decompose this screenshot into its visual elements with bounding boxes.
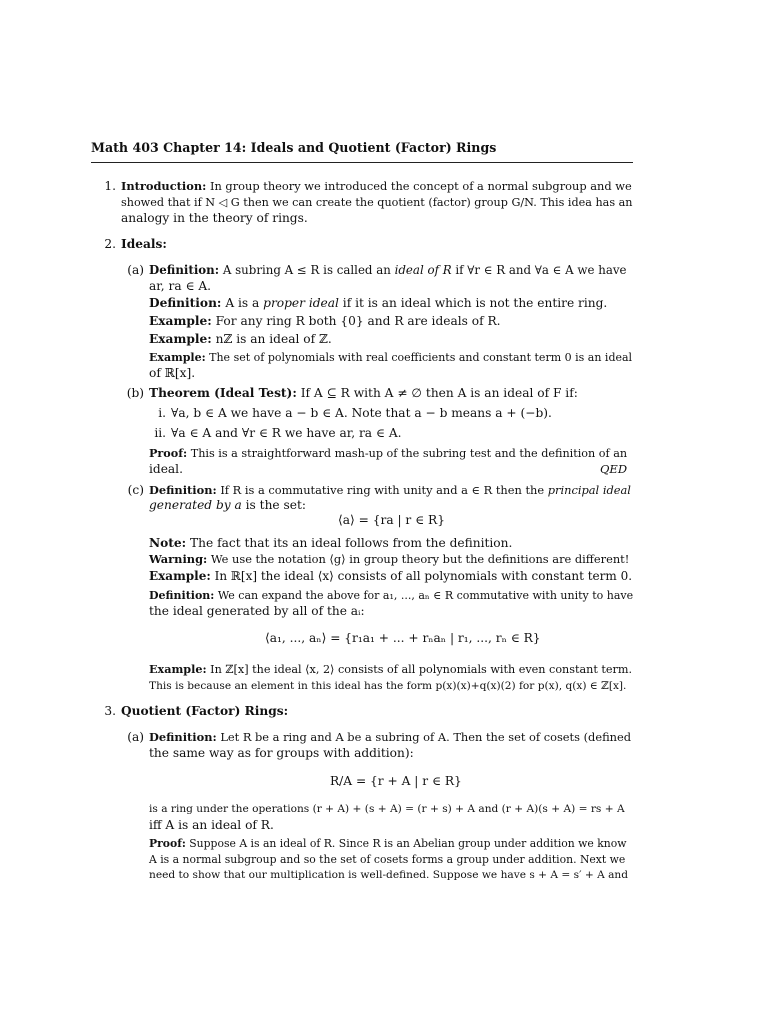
- section-1-text-1: In group theory we introduced the concept of a normal subgroup and we: [209, 179, 632, 193]
- section-1-heading: Introduction:: [121, 179, 207, 193]
- proof-text: This is a straightforward mash-up of the subring test and the definition of an: [190, 447, 628, 460]
- example-heading: Example:: [149, 662, 207, 676]
- item-2a-definition-line-1: [149, 262, 627, 280]
- example-text: For any ring R both {0} and R are ideals of R.: [215, 314, 501, 328]
- item-2c-definition-line-2: [149, 497, 306, 515]
- defined-term: proper ideal: [263, 296, 339, 310]
- definition-text: if ∀r ∈ R and ∀a ∈ A we have: [455, 263, 627, 277]
- definition-heading: Definition:: [149, 589, 215, 602]
- warning-heading: Warning:: [149, 552, 208, 566]
- item-2c-definition-2-line-2: the ideal generated by all of the aᵢ:: [149, 604, 365, 618]
- proof-heading: Proof:: [149, 446, 188, 460]
- defined-term: generated by a: [149, 498, 242, 512]
- example-heading: Example:: [149, 314, 212, 328]
- proof-text: Suppose A is an ideal of R. Since R is an Abelian group under addition we know: [189, 837, 627, 850]
- condition-i-label: i.: [158, 406, 166, 420]
- definition-text: Let R be a ring and A be a subring of A. Then the set of cosets (defined: [220, 730, 632, 744]
- condition-ii-text: ∀a ∈ A and ∀r ∈ R we have ar, ra ∈ A.: [171, 426, 402, 440]
- definition-text: if it is an ideal which is not the entire ring.: [342, 296, 608, 310]
- item-2b-proof-line-2: ideal.: [149, 462, 183, 476]
- note-heading: Note:: [149, 536, 187, 550]
- condition-i-text: ∀a, b ∈ A we have a − b ∈ A. Note that a − b means a + (−b).: [171, 406, 552, 420]
- item-2a-label: (a): [127, 263, 144, 277]
- section-3-heading: Quotient (Factor) Rings:: [121, 704, 289, 718]
- example-heading: Example:: [149, 569, 211, 583]
- title-rule: [91, 162, 633, 163]
- qed-mark: QED: [600, 462, 628, 476]
- definition-text: is the set:: [245, 498, 306, 512]
- definition-text: A is a: [225, 296, 260, 310]
- section-1-line-2: showed that if N ◁ G then we can create the quotient (factor) group G/N. This idea has an: [121, 196, 633, 209]
- definition-heading: Definition:: [149, 483, 217, 497]
- theorem-heading: Theorem (Ideal Test):: [149, 386, 297, 400]
- section-2-number: 2.: [104, 237, 116, 251]
- defined-term: ideal of R: [394, 263, 452, 277]
- note-text: The fact that its an ideal follows from the definition.: [190, 536, 513, 550]
- item-2c-note: [149, 535, 512, 553]
- example-heading: Example:: [149, 351, 206, 364]
- definition-heading: Definition:: [149, 730, 217, 744]
- item-2b-theorem: [149, 385, 578, 403]
- item-2a-definition-line-2: ar, ra ∈ A.: [149, 279, 212, 293]
- item-2c-label: (c): [127, 483, 144, 497]
- item-2c-example-2-line-2: This is because an element in this ideal has the form p(x)(x)+q(x)(2) for p(x), q(x) ∈ ℤ[x].: [149, 680, 627, 692]
- item-3a-label: (a): [127, 730, 144, 744]
- page-title: Math 403 Chapter 14: Ideals and Quotient (Factor) Rings: [91, 140, 497, 155]
- item-3a-line-3: is a ring under the operations (r + A) + (s + A) = (r + s) + A and (r + A)(s + A) = rs + A: [149, 803, 625, 815]
- item-2c-definition-2-line-1: [149, 587, 633, 605]
- item-2a-example-1: [149, 313, 501, 331]
- item-2a-example-3-line-2: of ℝ[x].: [149, 366, 196, 380]
- item-2b-proof-line-1: [149, 445, 627, 463]
- definition-heading: Definition:: [149, 296, 222, 310]
- section-1-line-1: [121, 178, 632, 196]
- proof-heading: Proof:: [149, 837, 186, 850]
- quotient-ring-equation: R/A = {r + A | r ∈ R}: [330, 774, 462, 788]
- definition-text: We can expand the above for a₁, ..., aₙ ∈ R commutative with unity to have: [217, 589, 634, 602]
- condition-ii-label: ii.: [154, 426, 166, 440]
- item-3a-proof-line-3: need to show that our multiplication is well-defined. Suppose we have s + A = s′ + A and: [149, 869, 629, 881]
- example-text: In ℝ[x] the ideal ⟨x⟩ consists of all polynomials with constant term 0.: [214, 569, 633, 583]
- item-3a-line-4: iff A is an ideal of R.: [149, 818, 274, 832]
- item-2a-example-3-line-1: [149, 349, 632, 367]
- theorem-text: If A ⊆ R with A ≠ ∅ then A is an ideal of F if:: [300, 386, 578, 400]
- section-3-number: 3.: [104, 704, 116, 718]
- definition-heading: Definition:: [149, 263, 220, 277]
- item-3a-definition-line-1: [149, 729, 631, 747]
- item-2b-label: (b): [126, 386, 144, 400]
- section-1-line-3: analogy in the theory of rings.: [121, 211, 308, 225]
- item-2c-example-1: [149, 568, 632, 586]
- example-text: In ℤ[x] the ideal ⟨x, 2⟩ consists of all polynomials with even constant term.: [210, 663, 633, 676]
- definition-text: If R is a commutative ring with unity and a ∈ R then the: [220, 483, 545, 497]
- section-2-heading: Ideals:: [121, 237, 167, 251]
- item-2c-warning: [149, 551, 629, 569]
- item-2c-example-2-line-1: [149, 661, 632, 679]
- item-3a-definition-line-2: the same way as for groups with addition):: [149, 746, 414, 760]
- section-1-number: 1.: [104, 179, 116, 193]
- generated-ideal-equation: ⟨a₁, ..., aₙ⟩ = {r₁a₁ + ... + rₙaₙ | r₁, ..., rₙ ∈ R}: [265, 631, 541, 645]
- item-3a-proof-line-1: [149, 835, 626, 853]
- item-3a-proof-line-2: A is a normal subgroup and so the set of cosets forms a group under addition. Next we: [149, 853, 626, 866]
- definition-text: A subring A ≤ R is called an: [222, 263, 391, 277]
- example-text: The set of polynomials with real coefficients and constant term 0 is an ideal: [209, 351, 633, 364]
- item-2a-definition-2: [149, 295, 607, 313]
- example-heading: Example:: [149, 332, 212, 346]
- warning-text: We use the notation ⟨g⟩ in group theory but the definitions are different!: [210, 552, 630, 566]
- defined-term: principal ideal: [547, 483, 631, 497]
- example-text: nℤ is an ideal of ℤ.: [215, 332, 332, 346]
- principal-ideal-equation: ⟨a⟩ = {ra | r ∈ R}: [338, 513, 445, 527]
- item-2a-example-2: [149, 331, 332, 349]
